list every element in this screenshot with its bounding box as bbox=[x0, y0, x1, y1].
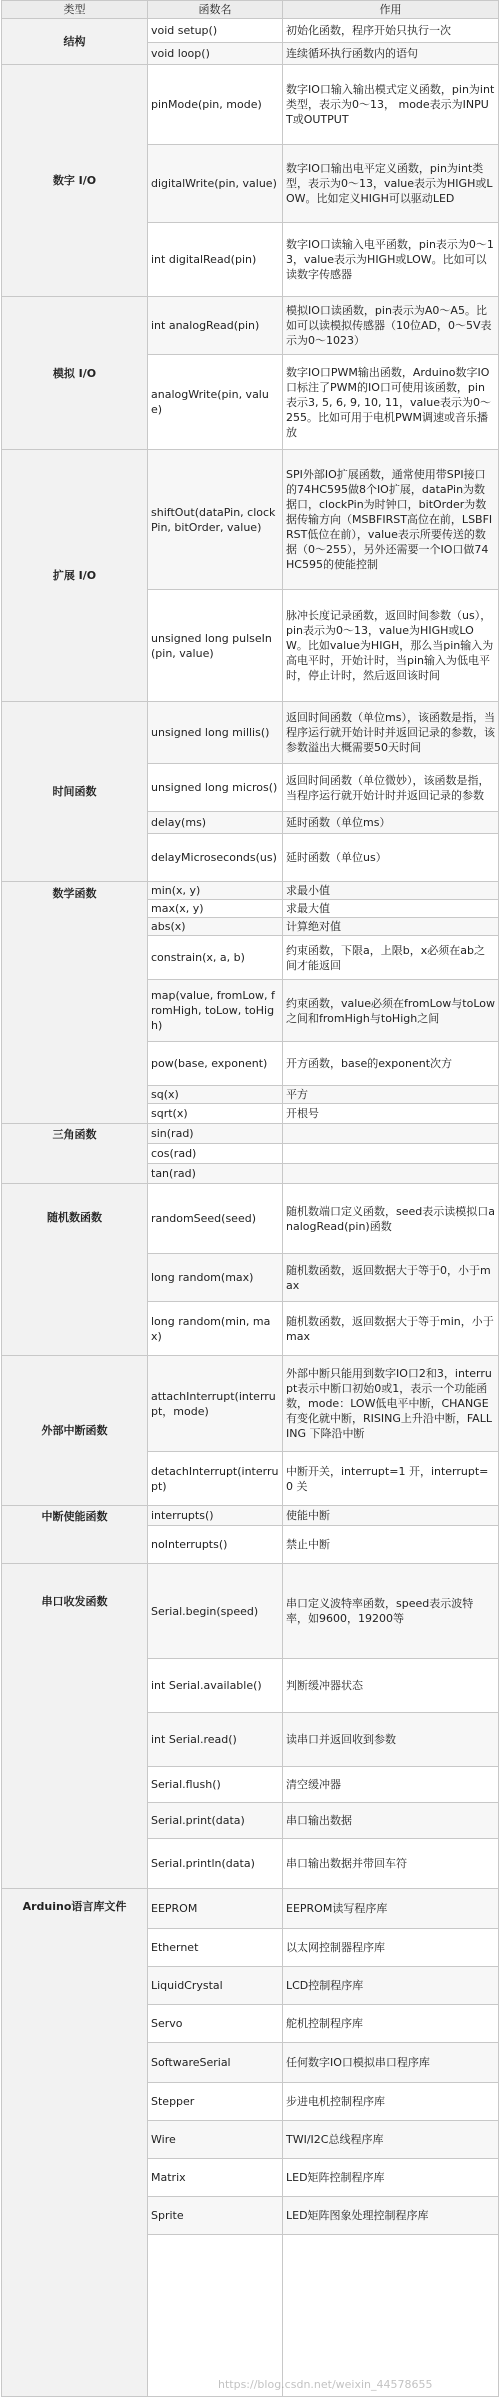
function-name: long random(min, max) bbox=[148, 1302, 283, 1356]
function-name: randomSeed(seed) bbox=[148, 1184, 283, 1254]
function-name: constrain(x, a, b) bbox=[148, 936, 283, 980]
function-name: Serial.begin(speed) bbox=[148, 1564, 283, 1659]
function-name bbox=[148, 2235, 283, 2397]
category-library: Arduino语言库文件 bbox=[2, 1889, 148, 2397]
function-description: 串口定义波特率函数，speed表示波特率，如9600，19200等 bbox=[283, 1564, 499, 1659]
function-name: detachInterrupt(interrupt) bbox=[148, 1452, 283, 1506]
category-interrupt-enable: 中断使能函数 bbox=[2, 1506, 148, 1564]
function-description: 舵机控制程序库 bbox=[283, 2005, 499, 2043]
header-type: 类型 bbox=[2, 1, 148, 19]
function-description: 数字IO口输出电平定义函数，pin为int类型，表示为0～13，value表示为HIGH或LOW。比如定义HIGH可以驱动LED bbox=[283, 145, 499, 223]
category-serial: 串口收发函数 bbox=[2, 1564, 148, 1889]
function-name: sq(x) bbox=[148, 1086, 283, 1104]
function-name: digitalWrite(pin, value) bbox=[148, 145, 283, 223]
function-name: Serial.flush() bbox=[148, 1767, 283, 1803]
function-name: delayMicroseconds(us) bbox=[148, 834, 283, 882]
function-name: pow(base, exponent) bbox=[148, 1042, 283, 1086]
watermark: https://blog.csdn.net/weixin_44578655 bbox=[218, 2378, 433, 2391]
function-description: LED矩阵控制程序库 bbox=[283, 2159, 499, 2197]
function-name: EEPROM bbox=[148, 1889, 283, 1929]
function-description: 延时函数（单位ms） bbox=[283, 812, 499, 834]
category-external-interrupt: 外部中断函数 bbox=[2, 1356, 148, 1506]
function-description: 平方 bbox=[283, 1086, 499, 1104]
table-row bbox=[2, 1356, 499, 1452]
function-description: 连续循环执行函数内的语句 bbox=[283, 43, 499, 65]
function-description: TWI/I2C总线程序库 bbox=[283, 2121, 499, 2159]
table-row bbox=[2, 882, 499, 900]
function-name: min(x, y) bbox=[148, 882, 283, 900]
function-description: 返回时间函数（单位ms），该函数是指，当程序运行就开始计时并返回记录的参数，该参数溢出大概需要50天时间 bbox=[283, 702, 499, 764]
table-row bbox=[2, 297, 499, 355]
category-extended-io: 扩展 I/O bbox=[2, 450, 148, 702]
function-description: 判断缓冲器状态 bbox=[283, 1659, 499, 1713]
function-description: 脉冲长度记录函数，返回时间参数（us），pin表示为0～13，value为HIGH或LOW。比如value为HIGH，那么当pin输入为高电平时，开始计时，当pin输入为低电平时，停止计时，然后返回该时间 bbox=[283, 590, 499, 702]
function-description: 初始化函数，程序开始只执行一次 bbox=[283, 19, 499, 43]
arduino-function-table bbox=[1, 0, 499, 2397]
category-digital-io: 数字 I/O bbox=[2, 65, 148, 297]
function-description: 串口输出数据并带回车符 bbox=[283, 1839, 499, 1889]
table-row bbox=[2, 1506, 499, 1526]
function-name: SoftwareSerial bbox=[148, 2043, 283, 2083]
function-name: int digitalRead(pin) bbox=[148, 223, 283, 297]
function-description: 使能中断 bbox=[283, 1506, 499, 1526]
function-name: pinMode(pin, mode) bbox=[148, 65, 283, 145]
function-name: shiftOut(dataPin, clockPin, bitOrder, value) bbox=[148, 450, 283, 590]
table-row bbox=[2, 1889, 499, 1929]
function-description: LCD控制程序库 bbox=[283, 1967, 499, 2005]
category-time: 时间函数 bbox=[2, 702, 148, 882]
function-name: tan(rad) bbox=[148, 1164, 283, 1184]
function-description: 读串口并返回收到参数 bbox=[283, 1713, 499, 1767]
table-row bbox=[2, 450, 499, 590]
function-name: Ethernet bbox=[148, 1929, 283, 1967]
function-name: sqrt(x) bbox=[148, 1104, 283, 1124]
function-name: Serial.println(data) bbox=[148, 1839, 283, 1889]
function-name: unsigned long pulseIn(pin, value) bbox=[148, 590, 283, 702]
function-description: 中断开关，interrupt=1 开，interrupt=0 关 bbox=[283, 1452, 499, 1506]
function-name: Wire bbox=[148, 2121, 283, 2159]
function-description: LED矩阵图象处理控制程序库 bbox=[283, 2197, 499, 2235]
function-name: void setup() bbox=[148, 19, 283, 43]
function-description: EEPROM读写程序库 bbox=[283, 1889, 499, 1929]
header-purpose: 作用 bbox=[283, 1, 499, 19]
function-description: 随机数端口定义函数，seed表示读模拟口analogRead(pin)函数 bbox=[283, 1184, 499, 1254]
function-name: long random(max) bbox=[148, 1254, 283, 1302]
table-row bbox=[2, 1564, 499, 1659]
function-name: attachInterrupt(interrupt，mode) bbox=[148, 1356, 283, 1452]
function-description bbox=[283, 2235, 499, 2397]
function-name: max(x, y) bbox=[148, 900, 283, 918]
function-description: 随机数函数，返回数据大于等于min，小于max bbox=[283, 1302, 499, 1356]
function-description: 数字IO口输入输出模式定义函数，pin为int类型，表示为0～13， mode表示为INPUT或OUTPUT bbox=[283, 65, 499, 145]
function-description: 求最小值 bbox=[283, 882, 499, 900]
function-description bbox=[283, 1164, 499, 1184]
header-row bbox=[2, 1, 499, 19]
function-name: delay(ms) bbox=[148, 812, 283, 834]
function-name: abs(x) bbox=[148, 918, 283, 936]
function-description: 以太网控制器程序库 bbox=[283, 1929, 499, 1967]
function-description: 外部中断只能用到数字IO口2和3，interrupt表示中断口初始0或1，表示一个功能函数，mode：LOW低电平中断，CHANGE有变化就中断，RISING上升沿中断，FALLING 下降沿中断 bbox=[283, 1356, 499, 1452]
function-description: 开根号 bbox=[283, 1104, 499, 1124]
function-description: 模拟IO口读函数，pin表示为A0～A5。比如可以读模拟传感器（10位AD，0～5V表示为0～1023） bbox=[283, 297, 499, 355]
function-name: unsigned long micros() bbox=[148, 764, 283, 812]
function-name: void loop() bbox=[148, 43, 283, 65]
function-name: int Serial.read() bbox=[148, 1713, 283, 1767]
category-analog-io: 模拟 I/O bbox=[2, 297, 148, 450]
function-description: 约束函数，value必须在fromLow与toLow之间和fromHigh与toHigh之间 bbox=[283, 980, 499, 1042]
function-name: int analogRead(pin) bbox=[148, 297, 283, 355]
function-name: analogWrite(pin, value) bbox=[148, 355, 283, 450]
function-description: 串口输出数据 bbox=[283, 1803, 499, 1839]
function-description: 约束函数，下限a，上限b，x必须在ab之间才能返回 bbox=[283, 936, 499, 980]
table-row bbox=[2, 19, 499, 43]
table-row bbox=[2, 65, 499, 145]
category-math: 数学函数 bbox=[2, 882, 148, 1124]
function-description: 禁止中断 bbox=[283, 1526, 499, 1564]
function-description: 数字IO口读输入电平函数，pin表示为0～13，value表示为HIGH或LOW。比如可以读数字传感器 bbox=[283, 223, 499, 297]
function-description: 计算绝对值 bbox=[283, 918, 499, 936]
function-description: 返回时间函数（单位微妙），该函数是指，当程序运行就开始计时并返回记录的参数 bbox=[283, 764, 499, 812]
table-row bbox=[2, 702, 499, 764]
function-name: interrupts() bbox=[148, 1506, 283, 1526]
function-description: 开方函数，base的exponent次方 bbox=[283, 1042, 499, 1086]
function-name: Matrix bbox=[148, 2159, 283, 2197]
table-row bbox=[2, 1124, 499, 1144]
category-random: 随机数函数 bbox=[2, 1184, 148, 1356]
function-name: unsigned long millis() bbox=[148, 702, 283, 764]
function-name: LiquidCrystal bbox=[148, 1967, 283, 2005]
function-description: 求最大值 bbox=[283, 900, 499, 918]
function-description bbox=[283, 1144, 499, 1164]
function-name: sin(rad) bbox=[148, 1124, 283, 1144]
table-row bbox=[2, 1184, 499, 1254]
header-function: 函数名 bbox=[148, 1, 283, 19]
function-description: 延时函数（单位us） bbox=[283, 834, 499, 882]
function-name: Servo bbox=[148, 2005, 283, 2043]
function-description: 数字IO口PWM输出函数，Arduino数字IO口标注了PWM的IO口可使用该函数，pin表示3, 5, 6, 9, 10, 11，value表示为0～255。比如可用于电机PWM调速或音乐播放 bbox=[283, 355, 499, 450]
function-description: 清空缓冲器 bbox=[283, 1767, 499, 1803]
function-name: noInterrupts() bbox=[148, 1526, 283, 1564]
function-name: cos(rad) bbox=[148, 1144, 283, 1164]
category-structure: 结构 bbox=[2, 19, 148, 65]
function-name: int Serial.available() bbox=[148, 1659, 283, 1713]
function-description: SPI外部IO扩展函数，通常使用带SPI接口的74HC595做8个IO扩展，dataPin为数据口，clockPin为时钟口，bitOrder为数据传输方向（MSBFIRST高位在前，LSBFIRST低位在前），value表示所要传送的数据（0～255），另外还需要一个IO口做74HC595的使能控制 bbox=[283, 450, 499, 590]
function-description bbox=[283, 1124, 499, 1144]
function-description: 随机数函数，返回数据大于等于0，小于max bbox=[283, 1254, 499, 1302]
category-trig: 三角函数 bbox=[2, 1124, 148, 1184]
function-name: Serial.print(data) bbox=[148, 1803, 283, 1839]
function-name: Sprite bbox=[148, 2197, 283, 2235]
function-description: 步进电机控制程序库 bbox=[283, 2083, 499, 2121]
function-description: 任何数字IO口模拟串口程序库 bbox=[283, 2043, 499, 2083]
function-name: map(value, fromLow, fromHigh, toLow, toHigh) bbox=[148, 980, 283, 1042]
function-name: Stepper bbox=[148, 2083, 283, 2121]
